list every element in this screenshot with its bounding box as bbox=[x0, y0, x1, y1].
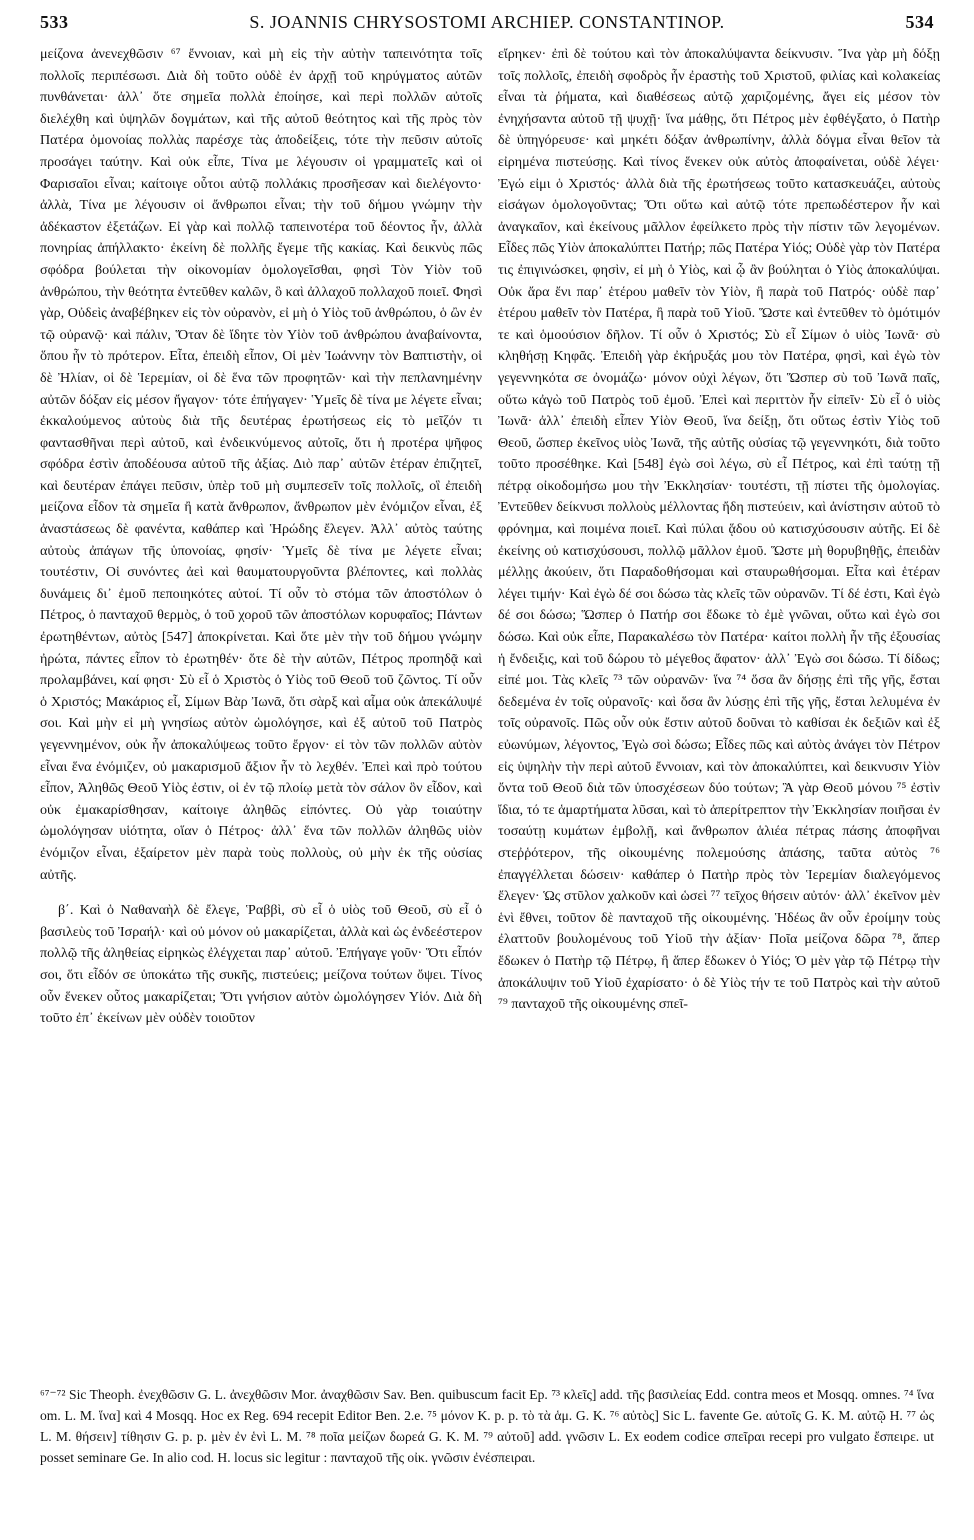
running-title: S. JOANNIS CHRYSOSTOMI ARCHIEP. CONSTANTINOP. bbox=[249, 12, 725, 32]
left-paragraph-1: μείζονα ἀνενεχθῶσιν ⁶⁷ ἔννοιαν, καὶ μὴ εἰς τὴν αὐτὴν ταπεινότητα τοῖς πολλοῖς περιπέσωσι. Διὰ δὴ τοῦτο οὐδὲ ἐν ἀρχῇ τοῦ κηρύγματος αὐτῶν πυνθάνεται· ἀλλ᾽ ὅτε σημεῖα πολλὰ ἐποίησε, καὶ περὶ πολλῶν αὐτοῖς διελέχθη καὶ ὑψηλῶν δογμάτων, καὶ τῆς αὐτοῦ θεότητος καὶ τῆς πρὸς τὸν Πατέρα ὁμονοίας πολλὰς παρέσχε τὰς ἀποδείξεις, τότε τὴν πεῦσιν αὐτοῖς προσάγει ταύτην. Καὶ οὐκ εἶπε, Τίνα με λέγουσιν οἱ γραμματεῖς καὶ οἱ Φαρισαῖοι εἶναι; καίτοιγε οὗτοι αὐτῷ πολλάκις προσῆεσαν καὶ διελέγοντο· ἀλλὰ, Τίνα με λέγουσιν οἱ ἄνθρωποι εἶναι; τὴν τοῦ δήμου γνώμην τὴν ἀδέκαστον ἐξετάζων. Εἰ γὰρ καὶ πολλῷ ταπεινοτέρα τοῦ δέοντος ἦν, ἀλλὰ πονηρίας ἀπήλλακτο· ἐκείνη δὲ πολλῆς ἔγεμε τῆς κακίας. Καὶ δεικνὺς πῶς σφόδρα βούλεται τὴν οἰκονομίαν ὁμολογεῖσθαι, φησὶ Τὸν Υἱὸν τοῦ ἀνθρώπου, τὴν θεότητα ἐντεῦθεν καλῶν, ὃ καὶ ἀλλαχοῦ πολλαχοῦ ποιεῖ. Φησὶ γὰρ, Οὐδεὶς ἀναβέβηκεν εἰς τὸν οὐρανὸν, εἰ μὴ ὁ Υἱὸς τοῦ ἀνθρώπου, ὁ ὢν ἐν τῷ οὐρανῷ· καὶ πάλιν, Ὅταν δὲ ἴδητε τὸν Υἱὸν τοῦ ἀνθρώπου ἀναβαίνοντα, ὅπου ἦν τὸ πρότερον. Εἶτα, ἐπειδὴ εἶπον, Οἱ μὲν Ἰωάννην τὸν Βαπτιστὴν, οἱ δὲ Ἠλίαν, οἱ δὲ Ἱερεμίαν, οἱ δὲ ἕνα τῶν προφητῶν· καὶ τὴν πεπλανημένην αὐτῶν δόξαν εἰς μέσον ἤγαγον· τότε ἐπήγαγεν· Ὑμεῖς δὲ τίνα με λέγετε εἶναι; ἐκκαλούμενος αὐτοὺς διὰ τῆς δευτέρας ἐρωτήσεως εἰς τὸ μεῖζόν τι φαντασθῆναι περὶ αὐτοῦ, καὶ ἐνδεικνύμενος αὐτοῖς, ὅτι ἡ προτέρα ψῆφος σφόδρα ἐστὶν ἀποδέουσα αὐτοῦ τῆς ἀξίας. Διὸ παρ᾽ αὐτῶν ἑτέραν ἐπιζητεῖ, καὶ δευτέραν ἐπάγει πεῦσιν, ὑπὲρ τοῦ μὴ συμπεσεῖν τοῖς πολλοῖς, οἳ ἐπειδὴ μείζονα εἶδον τὰ σημεῖα ἢ κατὰ ἄνθρωπον, ἄνθρωπον μὲν ἐνόμιζον εἶναι, ἐξ ἀναστάσεως δὲ φανέντα, καθάπερ καὶ Ἡρώδης ἔλεγεν. Ἀλλ᾽ αὐτὸς ταύτης αὐτοὺς ἀπάγων τῆς ὑπονοίας, φησίν· Ὑμεῖς δὲ τίνα με λέγετε εἶναι; τουτέστιν, Οἱ συνόντες ἀεὶ καὶ θαυματουργοῦντα βλέποντες, καὶ πολλὰς δυνάμεις δι᾽ ἐμοῦ πεποιηκότες αὐτοί. Τί οὖν τὸ στόμα τῶν ἀποστόλων ὁ Πέτρος, ὁ πανταχοῦ θερμὸς, ὁ τοῦ χοροῦ τῶν ἀποστόλων κορυφαῖος; Πάντων ἐρωτηθέντων, αὐτὸς [547] ἀποκρίνεται. Καὶ ὅτε μὲν τὴν τοῦ δήμου γνώμην ἠρώτα, πάντες εἶπον τὸ ἐρωτηθέν· ὅτε δὲ τὴν αὐτῶν, Πέτρος προπηδᾷ καὶ προλαμβάνει, καί φησι· Σὺ εἶ ὁ Χριστὸς ὁ Υἱὸς τοῦ Θεοῦ τοῦ ζῶντος. Τί οὖν ὁ Χριστός; Μακάριος εἶ, Σίμων Βὰρ Ἰωνᾶ, ὅτι σὰρξ καὶ αἷμα οὐκ ἀπεκάλυψέ σοι. Καὶ μὴν εἰ μὴ γνησίως αὐτὸν ὡμολόγησε, καὶ ἐξ αὐτοῦ τοῦ Πατρὸς γεγεννημένον, οὐκ ἦν ἀποκαλύψεως τοῦτο ἔργον· εἰ τὸν τῶν πολλῶν αὐτὸν εἶναι ἕνα ἐνόμιζεν, οὐ μακαρισμοῦ ἄξιον ἦν τὸ λεχθέν. Ἐπεὶ καὶ πρὸ τούτου εἶπον, Ἀληθῶς Θεοῦ Υἱὸς ἐστιν, οἱ ἐν τῷ πλοίῳ μετὰ τὸν σάλον ὃν εἶδον, καὶ οὐκ ἐμακαρίσθησαν, καίτοιγε ἀληθῶς εἰπόντες. Οὐ γὰρ τοιαύτην ὡμολόγησαν υἱότητα, οἵαν ὁ Πέτρος· ἀλλ᾽ ἕνα τῶν πολλῶν ἀληθῶς υἱὸν ἐνόμιζον εἶναι, ἐξαίρετον μὲν παρὰ τοὺς πολλοὺς, οὐ μὴν ἐκ τῆς οὐσίας αὐτῆς. bbox=[40, 46, 482, 883]
footnotes-text: ⁶⁷⁻⁷² Sic Theoph. ἐνεχθῶσιν G. L. ἀνεχθῶσιν Mor. ἀναχθῶσιν Sav. Ben. quibuscum facit Ep. ⁷³ κλεῖς] add. τῆς βασιλείας Edd. contra meos et Mosqq. omnes. ⁷⁴ ἵνα om. L. M. ἵνα] καὶ 4 Mosqq. Hoc ex Reg. 694 recepit Editor Ben. 2.e. ⁷⁵ μόνον K. p. p. τὸ τὰ ἁμ. G. K. ⁷⁶ αὐτὸς] Sic L. favente Ge. αὐτοῖς G. K. M. αὐτῷ H. ⁷⁷ ὡς L. M. θήσειν] τίθησιν G. p. p. μὲν ἐν ἑνὶ L. M. ⁷⁸ ποῖα μείζων δωρεά G. K. M. ⁷⁹ αὐτοῦ] add. γνῶσιν L. Ex eodem codice σπεῖραι recepi pro vulgato ἔσπειρε. ut posset seminare Ge. In alio cod. H. locus sic legitur : πανταχοῦ τῆς οἰκ. γνῶσιν ἐνέσπειραι. bbox=[40, 1387, 934, 1465]
running-header bbox=[40, 12, 934, 42]
page-number-right: 534 bbox=[905, 12, 934, 32]
footnotes bbox=[40, 1384, 934, 1468]
right-paragraph-1: εἴρηκεν· ἐπὶ δὲ τούτου καὶ τὸν ἀποκαλύψαντα δείκνυσιν. Ἵνα γὰρ μὴ δόξῃ τοῖς πολλοῖς, ἐπειδὴ σφοδρὸς ἦν ἐραστὴς τοῦ Χριστοῦ, φιλίας καὶ κολακείας εἶναι τὰ ῥήματα, καὶ διαθέσεως αὐτῷ χαριζομένης, ἄγει εἰς μέσον τὸν ἐνηχήσαντα αὐτοῦ τῇ ψυχῇ· ἵνα μάθῃς, ὅτι Πέτρος μὲν ἐφθέγξατο, ὁ Πατὴρ δὲ ὑπηγόρευσε· καὶ μηκέτι δόξαν ἀνθρωπίνην, ἀλλὰ δόγμα εἶναι θεῖον τὰ εἰρημένα πιστεύσῃς. Καὶ τίνος ἕνεκεν οὐκ αὐτὸς ἀποφαίνεται, οὐδὲ λέγει· Ἐγώ εἰμι ὁ Χριστός· ἀλλὰ διὰ τῆς ἐρωτήσεως τοῦτο κατασκευάζει, αὐτοὺς εἰσάγων ὁμολογοῦντας; Ὅτι οὕτω καὶ αὐτῷ τότε πρεπωδέστερον ἦν καὶ ἀναγκαῖον, καὶ ἐκείνους μᾶλλον ἐφείλκετο πρὸς τὴν πίστιν τῶν λεγομένων. Εἶδες πῶς Υἱὸν ἀποκαλύπτει Πατήρ; πῶς Πατέρα Υἱός; Οὐδὲ γὰρ τὸν Πατέρα τις ἐπιγινώσκει, φησὶν, εἰ μὴ ὁ Υἱὸς, καὶ ᾧ ἂν βούληται ὁ Υἱὸς ἀποκαλύψαι. Οὐκ ἄρα ἔνι παρ᾽ ἑτέρου μαθεῖν τὸν Υἱὸν, ἢ παρὰ τοῦ Πατρός· οὐδὲ παρ᾽ ἑτέρου μαθεῖν τὸν Πατέρα, ἢ παρὰ τοῦ Υἱοῦ. Ὥστε καὶ ἐντεῦθεν τὸ ὁμότιμόν τε καὶ ὁμοούσιον δῆλον. Τί οὖν ὁ Χριστός; Σὺ εἶ Σίμων ὁ υἱὸς Ἰωνᾶ· σὺ κληθήσῃ Κηφᾶς. Ἐπειδὴ γὰρ ἐκήρυξάς μου τὸν Πατέρα, φησὶ, καὶ ἐγὼ τὸν γεγεννηκότα σε ὀνομάζω· μόνον οὐχὶ λέγων, ὅτι Ὥσπερ σὺ τοῦ Ἰωνᾶ παῖς, οὕτω κἀγὼ τοῦ Πατρὸς τοῦ ἐμοῦ. Ἐπεὶ καὶ περιττὸν ἦν εἰπεῖν· Σὺ εἶ ὁ υἱὸς Ἰωνᾶ· ἀλλ᾽ ἐπειδὴ εἶπεν Υἱὸν Θεοῦ, ἵνα δείξῃ, ὅτι οὕτως ἐστὶν Υἱὸς τοῦ Θεοῦ, ὥσπερ ἐκεῖνος υἱὸς Ἰωνᾶ, τῆς αὐτῆς οὐσίας τῷ γεγεννηκότι, διὰ τοῦτο τοῦτο προσέθηκε. Καὶ [548] ἐγὼ σοὶ λέγω, σὺ εἶ Πέτρος, καὶ ἐπὶ ταύτῃ τῇ πέτρᾳ οἰκοδομήσω μου τὴν Ἐκκλησίαν· τουτέστι, τῇ πίστει τῆς ὁμολογίας. Ἐντεῦθεν δείκνυσι πολλοὺς μέλλοντας ἤδη πιστεύειν, καὶ ἀνίστησιν αὐτοῦ τὸ φρόνημα, καὶ ποιμένα ποιεῖ. Καὶ πύλαι ᾅδου οὐ κατισχύσουσιν αὐτῆς. Εἰ δὲ ἐκείνης οὐ κατισχύσουσι, πολλῷ μᾶλλον ἐμοῦ. Ὥστε μὴ θορυβηθῇς, ἐπειδὰν μέλλῃς ἀκούειν, ὅτι Παραδοθήσομαι καὶ σταυρωθήσομαι. Εἶτα καὶ ἑτέραν λέγει τιμήν· Καὶ ἐγὼ δέ σοι δώσω τὰς κλεῖς τῶν οὐρανῶν. Τί δέ ἐστι, Καὶ ἐγὼ δέ σοι δώσω; Ὥσπερ ὁ Πατήρ σοι ἔδωκε τὸ ἐμὲ γνῶναι, οὕτω καὶ ἐγὼ σοι δώσω. Καὶ οὐκ εἶπε, Παρακαλέσω τὸν Πατέρα· καίτοι πολλὴ ἦν τῆς ἐξουσίας ἡ ἔνδειξις, καὶ τοῦ δώρου τὸ μέγεθος ἄφατον· ἀλλ᾽ Ἐγὼ σοι δώσω. Τί δίδως; εἰπέ μοι. Τὰς κλεῖς ⁷³ τῶν οὐρανῶν· ἵνα ⁷⁴ ὅσα ἂν δήσῃς ἐπὶ τῆς γῆς, ἔσται δεδεμένα ἐν τοῖς οὐρανοῖς· καὶ ὅσα ἂν λύσῃς ἐπὶ τῆς γῆς, ἔσται λελυμένα ἐν τοῖς οὐρανοῖς. Πῶς οὖν οὐκ ἔστιν αὐτοῦ δοῦναι τὸ καθίσαι ἐκ δεξιῶν καὶ ἐξ εὐωνύμων, λέγοντος, Ἐγὼ σοὶ δώσω; Εἶδες πῶς καὶ αὐτὸς ἀνάγει τὸν Πέτρον εἰς ὑψηλὴν τὴν περὶ αὐτοῦ ἔννοιαν, καὶ τὸν ἀποκαλύπτει, καὶ δεικνυσιν Υἱὸν ὄντα τοῦ Θεοῦ διὰ τῶν ὑποσχέσεων δύο τούτων; Ἃ γὰρ Θεοῦ μόνου ⁷⁵ ἐστὶν ἴδια, τό τε ἁμαρτήματα λῦσαι, καὶ τὸ ἀπερίτρεπτον τὴν Ἐκκλησίαν ποιῆσαι ἐν τοσαύτῃ κυμάτων ἐμβολῇ, καὶ ἄνθρωπον ἁλιέα πέτρας πάσης ἀποφῆναι στεῤῥότερον, τῆς οἰκουμένης πολεμούσης ἁπάσης, ταῦτα αὐτὸς ⁷⁶ ἐπαγγέλλεται δώσειν· καθάπερ ὁ Πατὴρ πρὸς τὸν Ἱερεμίαν διαλεγόμενος ἔλεγεν· Ὡς στῦλον χαλκοῦν καὶ ὡσεὶ ⁷⁷ τεῖχος θήσειν αὐτόν· ἀλλ᾽ ἐκεῖνον μὲν ἑνὶ ἔθνει, τοῦτον δὲ πανταχοῦ τῆς οἰκουμένης. Ἡδέως ἂν οὖν ἐροίμην τοὺς ἐλαττοῦν βουλομένους τοῦ Υἱοῦ τὴν ἀξίαν· Ποῖα μείζονα δῶρα ⁷⁸, ἅπερ ἔδωκεν ὁ Πατὴρ τῷ Πέτρῳ, ἢ ἅπερ ἔδωκεν ὁ Υἱός; Ὁ μὲν γὰρ τῷ Πέτρῳ τὴν ἀποκάλυψιν τοῦ Υἱοῦ ἐχαρίσατο· ὁ δὲ Υἱὸς τήν τε τοῦ Πατρὸς καὶ τὴν αὐτοῦ ⁷⁹ πανταχοῦ τῆς οἰκουμένης σπεῖ- bbox=[498, 46, 940, 1013]
left-paragraph-2: β΄. Καὶ ὁ Ναθαναὴλ δὲ ἔλεγε, Ῥαββὶ, σὺ εἶ ὁ υἱὸς τοῦ Θεοῦ, σὺ εἶ ὁ βασιλεὺς τοῦ Ἰσραήλ· καὶ οὐ μόνον οὐ μακαρίζεται, ἀλλὰ καὶ ὡς ἐνδεέστερον πολλῷ τῆς ἀληθείας εἰρηκὼς ἐλέγχεται παρ᾽ αὐτοῦ. Ἐπήγαγε γοῦν· Ὅτι εἶπόν σοι, ὅτι εἶδόν σε ὑποκάτω τῆς συκῆς, πιστεύεις; μείζονα τούτων ὄψει. Τίνος οὖν ἕνεκεν οὗτος μακαρίζεται; Ὅτι γνήσιον αὐτὸν ὡμολόγησεν Υἱόν. Διὰ δὴ τοῦτο ἐπ᾽ ἐκείνων μὲν οὐδὲν τοιοῦτον bbox=[40, 902, 482, 1027]
right-column bbox=[498, 44, 940, 1016]
left-column bbox=[40, 44, 482, 1030]
page-number-left: 533 bbox=[40, 12, 69, 32]
